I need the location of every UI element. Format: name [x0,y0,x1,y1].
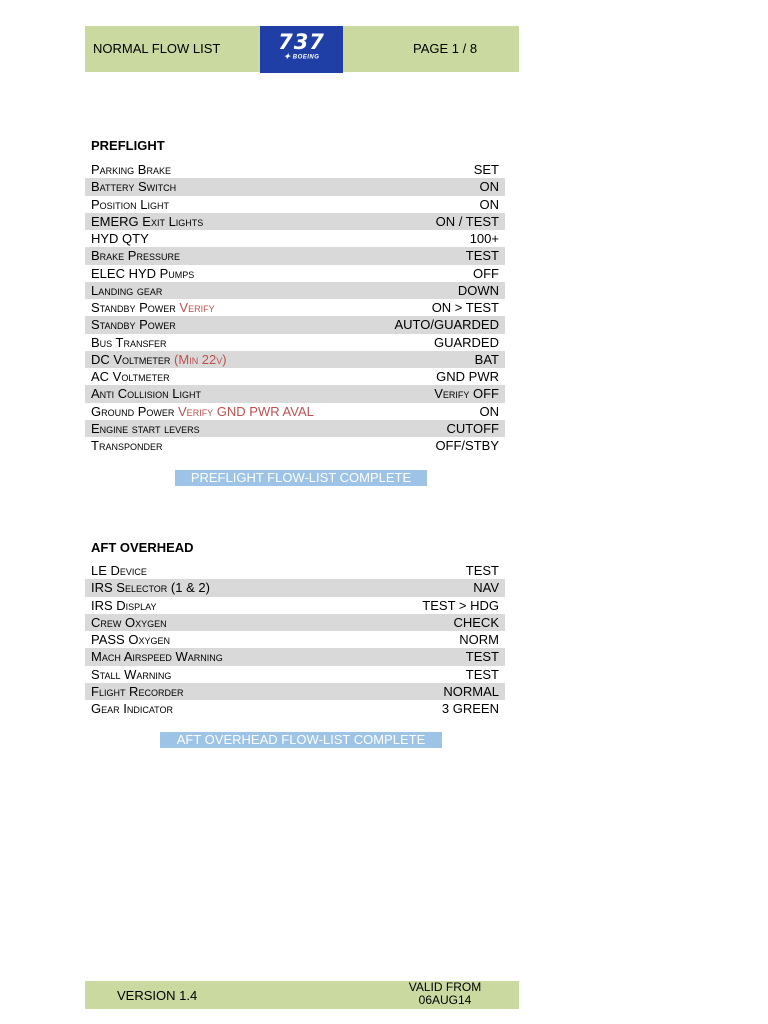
checklist-item-value: TEST [465,649,499,665]
checklist-item-label: Parking Brake [91,162,171,177]
checklist-item-value: 3 GREEN [441,701,499,716]
checklist-item-value: GND PWR [436,369,499,384]
checklist-item-value: BAT [474,351,499,367]
checklist-item-value: GUARDED [433,334,499,350]
checklist-item-label: Landing gear [91,282,163,298]
checklist-row [85,282,505,299]
checklist-item-value: TEST > HDG [422,597,499,613]
checklist-item-value: ON [479,179,499,195]
checklist-item-value: ON [479,403,499,419]
checklist-item-value: OFF [473,265,499,281]
checklist-item-value: TEST [465,666,499,682]
checklist-item-value: NAV [473,580,499,596]
checklist-row [85,700,505,717]
checklist-row [85,683,505,700]
checklist-row [85,368,505,385]
checklist-row [85,299,505,316]
checklist-item-label: Flight Recorder [91,683,184,699]
document-title: NORMAL FLOW LIST [93,41,221,56]
header-band [85,26,519,72]
checklist-item-value: NORMAL [443,683,499,699]
checklist-item-label: DC Voltmeter (Min 22v) [91,351,227,367]
checklist-item-label: LE Device [91,563,147,578]
checklist-row [85,420,505,437]
checklist-row [85,161,505,178]
aft-overhead-complete-bar: AFT OVERHEAD FLOW-LIST COMPLETE [160,732,442,748]
checklist-item-label: Ground Power Verify GND PWR AVAL [91,403,314,419]
preflight-list [85,161,505,454]
checklist-item-label: Stall Warning [91,666,172,682]
checklist-row [85,265,505,282]
aft-overhead-list [85,562,505,717]
checklist-item-value: ON > TEST [431,300,499,315]
checklist-item-value: ON [479,196,499,212]
checklist-item-value: CHECK [453,614,499,630]
checklist-item-label: AC Voltmeter [91,369,170,384]
checklist-item-label: Anti Collision Light [91,386,202,402]
boeing-737-logo [260,26,343,73]
checklist-item-value: TEST [465,248,499,264]
aft-overhead-title: AFT OVERHEAD [91,540,194,555]
checklist-row [85,666,505,683]
checklist-row [85,437,505,454]
checklist-item-label: Standby Power [91,317,176,333]
checklist-item-label: Brake Pressure [91,248,180,264]
checklist-row [85,316,505,333]
checklist-item-label: Mach Airspeed Warning [91,649,223,665]
boeing-swoosh-icon: ✦ [283,52,291,61]
checklist-row [85,230,505,247]
checklist-row [85,614,505,631]
checklist-row [85,631,505,648]
valid-from [395,981,495,1007]
checklist-item-value: ON / TEST [435,213,499,229]
checklist-row [85,597,505,614]
checklist-row [85,562,505,579]
version-label: VERSION 1.4 [117,988,198,1003]
checklist-item-label: Crew Oxygen [91,614,167,630]
checklist-item-note: Verify [179,300,215,315]
checklist-item-label: Position Light [91,196,170,212]
checklist-row [85,403,505,420]
logo-text: BOEING [292,54,320,61]
checklist-row [85,178,505,195]
checklist-item-value: 100+ [469,231,499,246]
checklist-item-label: Battery Switch [91,179,177,195]
checklist-row [85,247,505,264]
checklist-row [85,385,505,402]
checklist-item-label: Transponder [91,438,163,453]
checklist-item-label: IRS Display [91,597,157,613]
checklist-item-label: Gear Indicator [91,701,174,716]
page-number: PAGE 1 / 8 [413,41,478,56]
preflight-title: PREFLIGHT [91,138,165,153]
checklist-item-label: EMERG Exit Lights [91,213,204,229]
checklist-item-note: (Min 22v) [174,351,227,367]
checklist-item-value: OFF/STBY [435,438,499,453]
checklist-item-value: TEST [465,563,499,578]
checklist-row [85,213,505,230]
checklist-item-note: Verify GND PWR AVAL [178,403,314,419]
checklist-item-label: IRS Selector (1 & 2) [91,580,210,596]
checklist-row [85,196,505,213]
valid-from-date: 06AUG14 [418,993,472,1007]
checklist-item-label: Engine start levers [91,420,200,436]
checklist-row [85,351,505,368]
checklist-row [85,334,505,351]
footer-band [85,981,519,1009]
checklist-row [85,579,505,596]
checklist-item-value: DOWN [457,282,499,298]
valid-from-label: VALID FROM [408,980,482,994]
preflight-complete-bar: PREFLIGHT FLOW-LIST COMPLETE [175,470,427,486]
checklist-row [85,648,505,665]
checklist-item-value: CUTOFF [446,420,499,436]
checklist-item-label: HYD QTY [91,231,149,246]
checklist-item-value: Verify OFF [434,386,499,402]
logo-number: 737 [278,30,325,54]
checklist-item-label: Standby Power Verify [91,300,215,315]
checklist-item-label: ELEC HYD Pumps [91,265,195,281]
checklist-item-value: AUTO/GUARDED [394,317,499,333]
checklist-item-value: SET [473,162,499,177]
checklist-item-value: NORM [459,632,499,647]
checklist-item-label: PASS Oxygen [91,632,170,647]
checklist-item-label: Bus Transfer [91,334,167,350]
